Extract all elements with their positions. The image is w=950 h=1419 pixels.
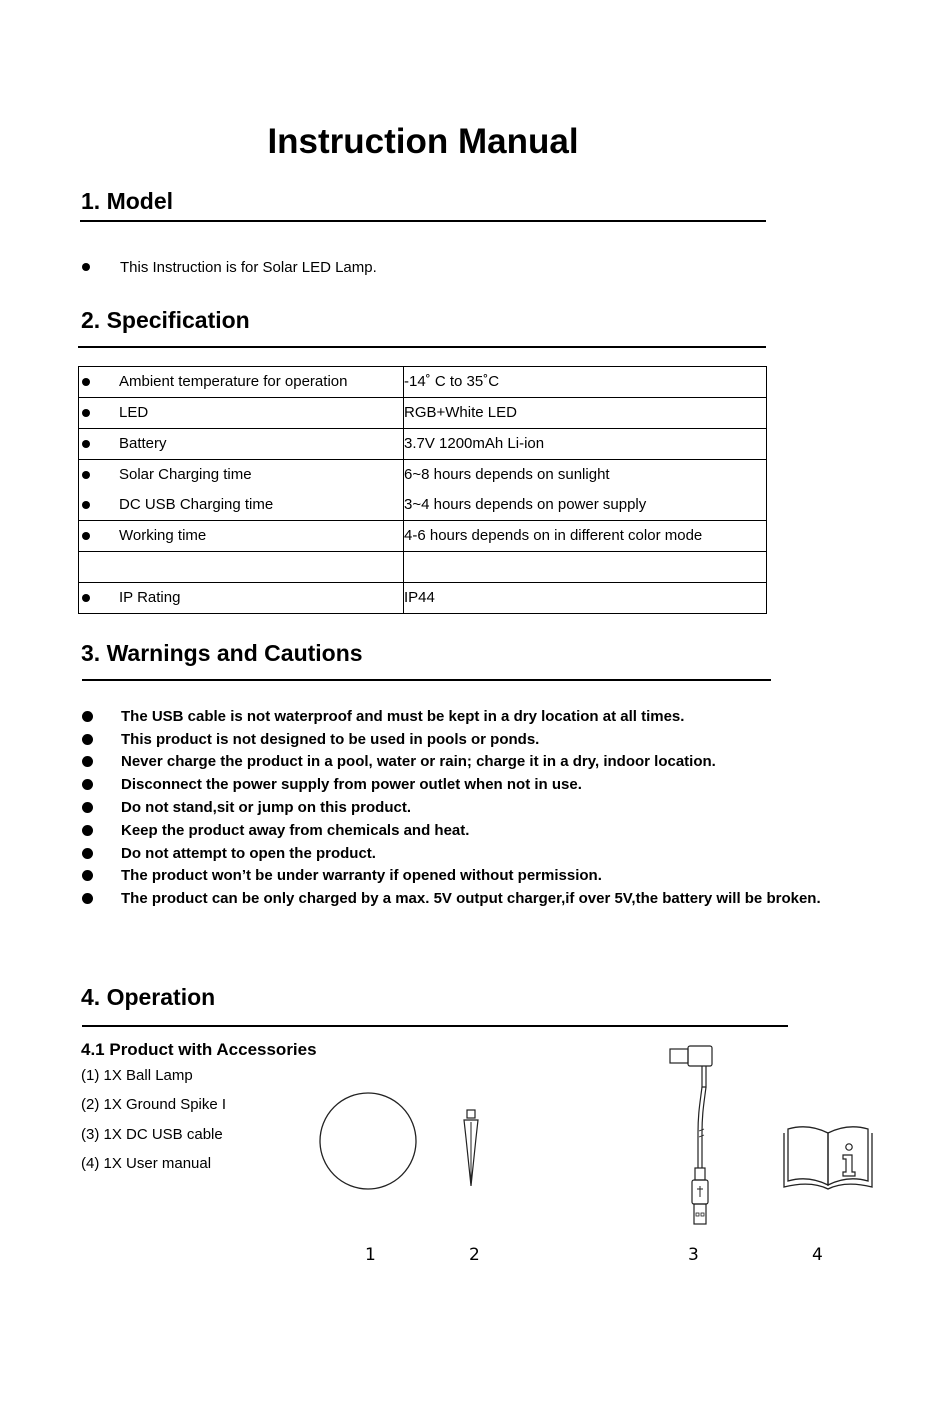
- spec-value: 4-6 hours depends on in different color mode: [404, 527, 703, 544]
- bullet-icon: [82, 802, 93, 813]
- section-heading-model: 1. Model: [81, 188, 174, 214]
- bullet-icon: [82, 825, 93, 836]
- spec-label: DC USB Charging time: [119, 496, 274, 513]
- bullet-icon: [82, 594, 90, 602]
- bullet-icon: [82, 378, 90, 386]
- bullet-icon: [82, 848, 93, 859]
- spec-value: -14˚ C to 35˚C: [404, 373, 500, 390]
- divider: [82, 1025, 788, 1027]
- table-row: [79, 460, 767, 521]
- model-description: This Instruction is for Solar LED Lamp.: [120, 259, 377, 276]
- bullet-icon: [82, 893, 93, 904]
- spec-label: Working time: [119, 527, 207, 544]
- section-heading-operation: 4. Operation: [81, 984, 216, 1010]
- bullet-icon: [82, 779, 93, 790]
- user-manual-icon: [782, 1125, 874, 1193]
- bullet-icon: [82, 734, 93, 745]
- spec-label: Ambient temperature for operation: [119, 373, 348, 390]
- bullet-icon: [82, 263, 90, 271]
- section-heading-specification: 2. Specification: [81, 307, 250, 333]
- figure-number: 1: [365, 1245, 376, 1265]
- ground-spike-icon: [460, 1108, 482, 1190]
- bullet-icon: [82, 870, 93, 881]
- warning-item: The USB cable is not waterproof and must be kept in a dry location at all times.: [121, 708, 685, 725]
- accessory-item: (3) 1X DC USB cable: [81, 1126, 223, 1143]
- section-heading-warnings: 3. Warnings and Cautions: [81, 640, 363, 666]
- divider: [80, 220, 766, 222]
- bullet-icon: [82, 471, 90, 479]
- warning-item: This product is not designed to be used in pools or ponds.: [121, 731, 540, 748]
- warning-item: Disconnect the power supply from power outlet when not in use.: [121, 776, 582, 793]
- table-row: [79, 583, 767, 614]
- bullet-icon: [82, 440, 90, 448]
- ball-lamp-icon: [318, 1091, 418, 1191]
- spec-value: IP44: [404, 589, 435, 606]
- bullet-icon: [82, 532, 90, 540]
- spec-label: IP Rating: [119, 589, 181, 606]
- divider: [82, 679, 771, 681]
- spec-value: RGB+White LED: [404, 404, 517, 421]
- bullet-icon: [82, 501, 90, 509]
- spec-label: Solar Charging time: [119, 466, 252, 483]
- warning-item: Keep the product away from chemicals and heat.: [121, 822, 470, 839]
- specification-table: [78, 366, 767, 614]
- bullet-icon: [82, 711, 93, 722]
- spec-value: 6~8 hours depends on sunlight: [404, 466, 610, 483]
- warning-item: The product can be only charged by a max. 5V output charger,if over 5V,the battery will be broken.: [121, 890, 821, 907]
- page-title: Instruction Manual: [267, 122, 579, 161]
- spec-label: Battery: [119, 435, 167, 452]
- accessory-item: (1) 1X Ball Lamp: [81, 1067, 193, 1084]
- bullet-icon: [82, 409, 90, 417]
- dc-usb-cable-icon: [668, 1043, 718, 1227]
- figure-number: 2: [469, 1245, 480, 1265]
- table-row: [79, 367, 767, 398]
- table-row: [79, 552, 767, 583]
- warning-item: Never charge the product in a pool, water or rain; charge it in a dry, indoor location.: [121, 753, 716, 770]
- warning-item: Do not attempt to open the product.: [121, 845, 376, 862]
- subsection-heading: 4.1 Product with Accessories: [81, 1040, 317, 1059]
- spec-label: LED: [119, 404, 149, 421]
- warning-item: The product won’t be under warranty if opened without permission.: [121, 867, 602, 884]
- bullet-icon: [82, 756, 93, 767]
- table-row: [79, 429, 767, 460]
- divider: [78, 346, 766, 348]
- table-row: [79, 521, 767, 552]
- figure-number: 4: [812, 1245, 823, 1265]
- accessory-item: (2) 1X Ground Spike I: [81, 1096, 227, 1113]
- warning-item: Do not stand,sit or jump on this product.: [121, 799, 411, 816]
- spec-value: 3~4 hours depends on power supply: [404, 496, 647, 513]
- table-row: [79, 398, 767, 429]
- figure-number: 3: [688, 1245, 699, 1265]
- spec-value: 3.7V 1200mAh Li-ion: [404, 435, 545, 452]
- accessory-item: (4) 1X User manual: [81, 1155, 212, 1172]
